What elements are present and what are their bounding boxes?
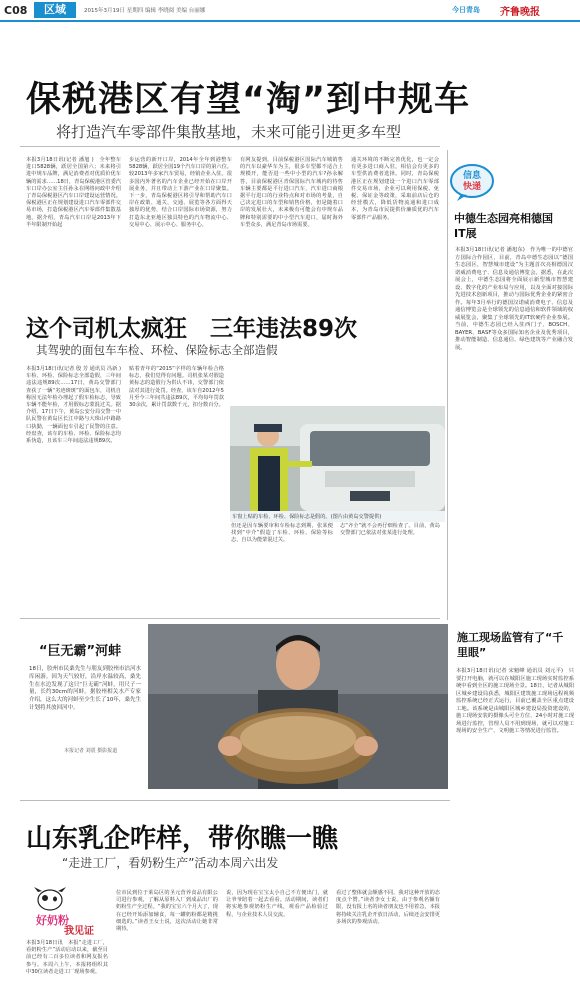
divider xyxy=(20,618,440,619)
main-headline: 保税港区有望“淘”到中规车 xyxy=(26,80,471,120)
site-monitor-body: 本报3月18日讯(记者 宋魁峰 通讯员 刘元平) 只要打开电脑，就可以在城阳区施工现场实时监控系统中看到全区的施工现场全景。18日，记者从城阳区城乡建设局获悉，城阳区建筑施工现场远程视频监控系统已经正式运行，目前已覆盖全区重点建设工地。该系统是由城阳区城乡建设局投资建设的，施工现场安装的摄像头可全方位、24小时对施工现场进行监控，管理人员不用到现场，就可以对施工现场的安全生产、文明施工等情况进行监管。 xyxy=(456,668,574,734)
info-badge-text-1: 信息 xyxy=(462,171,482,181)
info-express-icon xyxy=(449,160,495,202)
cow-mascot-logo xyxy=(28,886,108,936)
article-column: 贴着青年的“2015”字样的车辆年检合格标志，我们觉得有问题。司机张某对假造黄标志的造假行为供认不讳，交警部门依法对其进行处罚。经查，该车自2012年5月至今三年间共违法89次，平均每年罚款30余次，累计罚款数千元，扣分数百分。 xyxy=(129,366,224,409)
info-body: 本报3月18日讯(记者 潘旭东) 作为唯一的中德官方国际合作园区，目前，青岛中德生态园以“德国生态园区，智慧城市建设”为主题首次亮相德国汉诺威消费电子、信息及通信博览会。据悉，在此次展会上，中德生态园将全面展示新型城市智慧建设、数字化的产业布局与应用，以及全面对接国际先进技术创新项目，推动与国际优秀企业的紧密合作。每年3月举行的德国汉诺威消费电子、信息及通信博览会是全球领先的信息通信和软件领域的权威展览会，聚集了全球领先的IT软硬件企业参展。当前，中德生态园已经入驻西门子、BOSCH、BAYER、BASF等众多国际知名企业及优秀项目，推动智能制造、信息通信、绿色建筑等产业融合发展。 xyxy=(455,247,573,351)
article-column: 本报3月18日讯(记者 潘旭 ) 全年整车进口5828辆，跃居全国第六；未来将引进中规车品牌，满足消费者对优质价优车辆的需求……18日，青岛保税港区管委汽车口岸办公室主任孙永在网络问政中介绍了青岛保税港区汽车口岸建设运营情况。保税港区正在规划建设进口汽车零部件交易市场，打造保税港区汽车零部件集散基地。据介绍，青岛汽车口岸是2013年下半年限制开始起 xyxy=(26,157,121,228)
photo-credit: 本报记者 刘震 摄影报道 xyxy=(64,748,118,754)
article-column: 位市民到位于莱岛区的圣元营养食品有限公司进行参观，了解从原料入厂到成品出厂的奶粉生产全过程。“我的宝宝六个月大了，现在已经开始添加辅食，每一罐奶粉都是精挑细选的。”读者王女士说，这次活动让她非常期待。 xyxy=(116,890,218,933)
article-column: 看过了整体就会颇感不同。我对这种开放的态度点个赞。”读者李女士说。由于参观名额有限，没有报上名的读者朋友也不用着急，本报将持续关注乳企开放日活动，后续还会安排更多场次的参观活动。 xyxy=(336,890,440,925)
dairy-subheadline: “走进工厂，看奶粉生产”活动本周六出发 xyxy=(62,856,279,870)
article-column: 步运营的新开口岸，2014年全年到港整车5828辆，跃居全国19个汽车口岸的第六位。较2013年多家汽车贸易，经销企业入驻。很多国内外著名的汽车企业已经开始在口岸开展业务，并且带动上下游产业在口岸聚集。下一步，青岛保税港区将引导和帮助汽车口岸在政策、通关、交通、展览等各方面得天独厚的优势，结合口岸国际市场资源，努力打造东北亚地区独具特色的汽车物流中心、交易中心、展示中心、服务中心。 xyxy=(129,157,232,228)
main-subheadline: 将打造汽车零部件集散基地，未来可能引进更多车型 xyxy=(56,123,402,141)
column-divider xyxy=(447,150,448,620)
divider xyxy=(20,800,450,801)
dairy-headline: 山东乳企咋样，带你瞧一瞧 xyxy=(26,824,339,854)
article-column: 志“齐全”就不会再仔细检查了。目前，黄岛交警部门已依法对张某进行处理。 xyxy=(340,523,440,537)
logo-text-1: 好奶粉 xyxy=(36,914,69,927)
section-badge: 区域 xyxy=(34,2,76,18)
page-number: C08 xyxy=(4,4,28,17)
info-headline: 中德生态园亮相德国IT展 xyxy=(454,212,553,240)
clam-headline: “巨无霸”河蚌 xyxy=(39,644,122,659)
article-column: 有网友提到，目前保税港区国际汽车城销售的汽车以豪华车为主，很多车型都不适合上规模开，能否进一些中小型的汽车?孙永解答，目前保税港区青保国际汽车城内的待售车辆主要都是平行进口汽车，汽车进口商根据平行进口的行业特点和对市场的考量，自己决定进口的车型和销售价格，但是随着口岸的发展壮大，未来极有可能会有中规车品牌和特别需要的中小型汽车进口，届时海外车型众多，满足青岛市场需要。 xyxy=(240,157,343,228)
article-column: 但还是因车辆要审和车检标志到期，张某便找到“中介”假造了车检、环检、保险等标志，自以为能蒙混过关。 xyxy=(231,523,333,544)
driver-headline: 这个司机太疯狂 三年违法89次 xyxy=(26,316,358,342)
header-meta: 2015年3月19日 星期四 编辑 李晓阅 美编 台丽娜 xyxy=(84,8,206,14)
brand-today-logo: 今日青岛 xyxy=(452,6,480,14)
brand-newspaper-logo: 齐鲁晚报 xyxy=(500,7,540,18)
police-van-photo xyxy=(230,406,445,511)
article-column: 说，因为现在宝宝太小自己不方便出门，就让爷爷陪着一起去看看。活动期间，读者们将实地参观奶粉生产线，观看产品检验过程，与企业技术人员交流。 xyxy=(226,890,328,918)
giant-clam-photo xyxy=(148,624,448,789)
article-column: 本报3月18日讯(记者 殷 芳 通讯员 冯新 ) 车检、环检、保险标志全部造假，三年间违法违规89次……17日，黄岛交警部门查获了一辆“劣迹斑斑”的面包车，司机自称因无法年检办理起了假车检标志，导致车辆不能年检，才用假标志蒙混过关。据介绍，17日下午，黄岛公安分局交警一中队民警在黄岛区长江中路与大珠山中路路口执勤，一辆面包车引起了民警的注意。经盘查，该车的车检、环检、保险标志均系伪造，且该车三年间违法违规89次。 xyxy=(26,366,127,445)
article-column: 本报3月18日讯 本报“走进工厂，看奶粉生产”活动启动以来，截至目前已经有二百多位读者和网友报名参与。本周六上午，本报将组织其中30位读者走进工厂现场参观。 xyxy=(26,940,108,975)
article-column: 通关环境的不断完善优化，也一定会有更多进口商入驻，相信会有更多的车型供消费者选择。同时，青岛保税港区正在规划建设一个进口汽车零部件交易市场，企业可以利用保税、免税、保证金等政策，采取前店后仓的经营模式，降低货物流通和进口成本，为青岛市民提供价廉质优的汽车零部件产品服务。 xyxy=(351,157,439,221)
driver-subheadline: 其驾驶的面包车车检、环检、保险标志全部造假 xyxy=(36,343,278,357)
info-badge-text-2: 快递 xyxy=(462,182,482,192)
logo-text-2: 我见证 xyxy=(64,926,94,937)
clam-body: 18日，胶州市民桑先生与朋友到胶州市沽河水库闲游。因为天气较好，沿岸水温较高，桑先生在水边发现了这只“巨无霸”河蚌，用尺子一量，长约30cm的河蚌。据胶州相关水产专家介绍，这么大的河蚌至少生长了10年，桑先生计划将其放回河中。 xyxy=(29,666,141,711)
divider xyxy=(20,146,440,147)
photo-caption: 车窗上贴的车检、环检、保险标志是假的。(图片由黄岛交警提供) xyxy=(230,511,445,522)
site-monitor-headline: 施工现场监管有了“千里眼” xyxy=(457,631,564,659)
